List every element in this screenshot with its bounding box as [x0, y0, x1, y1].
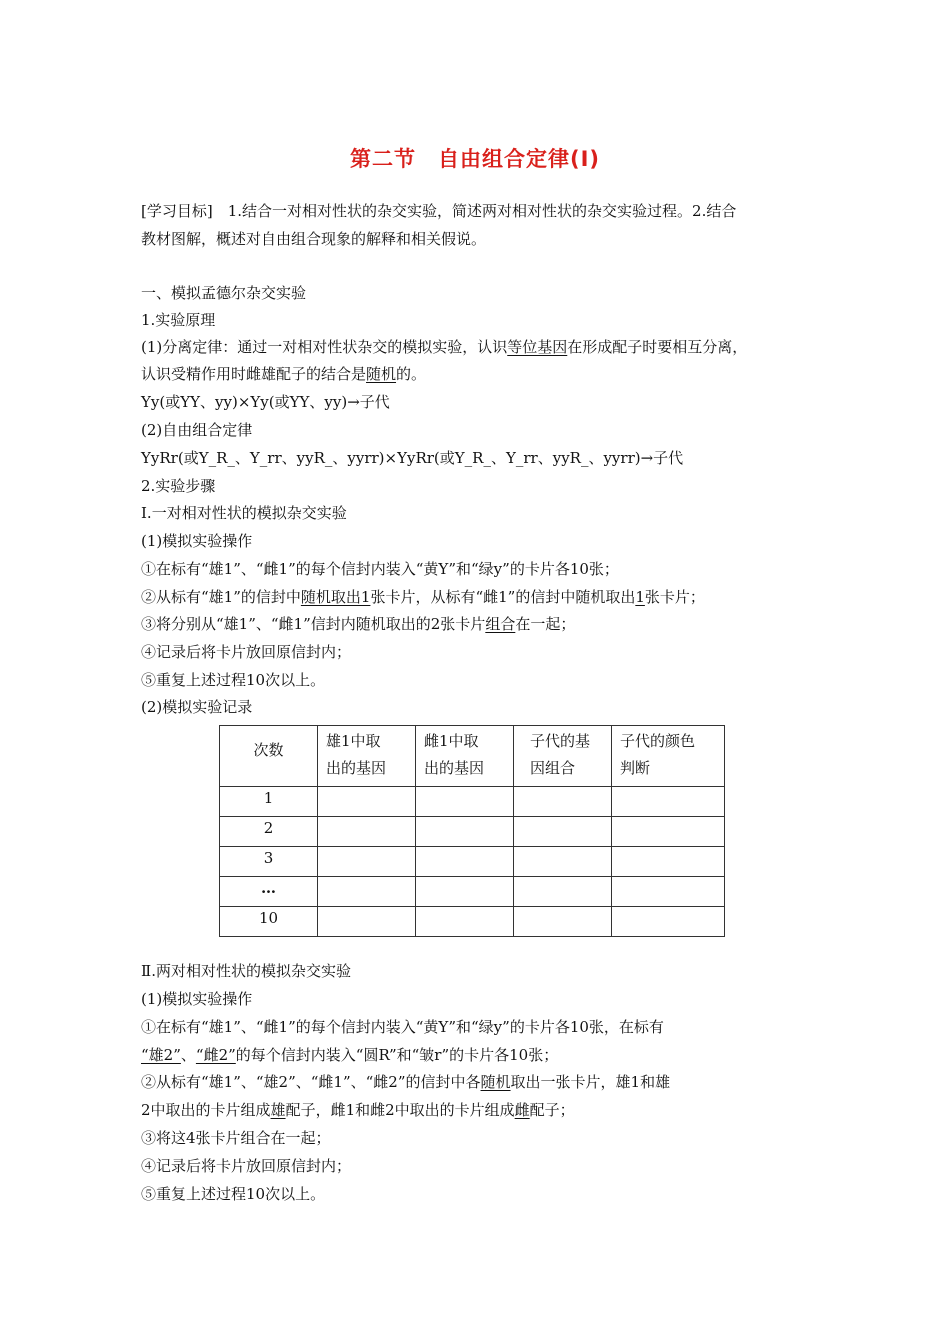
header-text: 雄1中取	[326, 732, 381, 750]
step-4: ④记录后将卡片放回原信封内；	[141, 643, 352, 661]
table-cell	[318, 907, 416, 937]
answer-blank: 随机	[480, 1073, 511, 1091]
text-run: 取出一张卡片，雄1和雄	[510, 1073, 671, 1091]
step-2-4: ④记录后将卡片放回原信封内；	[141, 1157, 352, 1175]
operation-heading-1: (1)模拟实验操作	[141, 532, 253, 550]
table-cell	[318, 847, 416, 877]
row-number-cell	[220, 877, 318, 907]
table-cell	[318, 817, 416, 847]
row-number-cell	[220, 907, 318, 937]
operation-heading-2: (1)模拟实验操作	[141, 990, 253, 1008]
record-heading: (2)模拟实验记录	[141, 698, 253, 716]
text-run: ③将分别从“雄1”、“雌1”信封内随机取出的2张卡片	[141, 615, 486, 633]
table-cell	[612, 817, 725, 847]
header-text: 子代的基	[530, 732, 591, 750]
step-2-1-cont	[141, 1045, 558, 1065]
table-row	[220, 907, 725, 937]
table-cell	[612, 907, 725, 937]
step-2-5: ⑤重复上述过程10次以上。	[141, 1185, 326, 1203]
row-number: 2	[263, 819, 274, 837]
table-cell	[416, 787, 514, 817]
answer-blank: 雌	[514, 1101, 530, 1119]
row-number-cell	[220, 817, 318, 847]
page-title: 第二节 自由组合定律(Ⅰ)	[349, 147, 600, 171]
table-cell	[416, 817, 514, 847]
part-1-heading: Ⅰ.一对相对性状的模拟杂交实验	[141, 504, 347, 522]
table-cell	[514, 907, 612, 937]
text-run: 张卡片；	[644, 588, 705, 606]
header-text: 判断	[620, 759, 651, 777]
table-cell	[612, 847, 725, 877]
step-2-1: ①在标有“雄1”、“雌1”的每个信封内装入“黄Y”和“绿y”的卡片各10张，在标有	[141, 1018, 664, 1036]
table-row	[220, 787, 725, 817]
answer-blank: 随机	[366, 365, 397, 383]
table-cell	[416, 877, 514, 907]
header-cell	[318, 726, 416, 787]
text-run: ②从标有“雄1”的信封中	[141, 588, 301, 606]
table-cell	[514, 817, 612, 847]
header-text: 出的基因	[424, 759, 485, 777]
row-number: 3	[263, 849, 274, 867]
table-cell	[318, 877, 416, 907]
table-cell	[612, 877, 725, 907]
table-row	[220, 817, 725, 847]
header-cell	[220, 726, 318, 787]
step-5: ⑤重复上述过程10次以上。	[141, 671, 326, 689]
cross-formula-2: YyRr(或Y_R_、Y_rr、yyR_、yyrr)×YyRr(或Y_R_、Y_rr、yyR_、yyrr)→子代	[141, 449, 684, 467]
step-2-2-cont	[141, 1100, 575, 1120]
header-cell	[612, 726, 725, 787]
table-cell	[514, 877, 612, 907]
text-run: 认识受精作用时雌雄配子的结合是	[141, 365, 367, 383]
principle-paragraph-2: (2)自由组合定律	[141, 421, 253, 439]
row-number-cell	[220, 787, 318, 817]
header-cell	[514, 726, 612, 787]
objectives-line-2: 教材图解，概述对自由组合现象的解释和相关假说。	[141, 230, 487, 248]
header-cell	[416, 726, 514, 787]
answer-blank: 雄	[270, 1101, 286, 1119]
section-heading-1: 一、模拟孟德尔杂交实验	[141, 284, 307, 302]
text-run: (1)分离定律：通过一对相对性状杂交的模拟实验，认识	[141, 338, 508, 356]
table-cell	[416, 907, 514, 937]
row-number: 1	[263, 789, 274, 807]
text-run: 在一起；	[515, 615, 576, 633]
table-cell	[514, 787, 612, 817]
objectives-line-1: [学习目标] 1.结合一对相对性状的杂交实验，简述两对相对性状的杂交实验过程。2.结合	[141, 202, 737, 220]
record-table	[219, 725, 725, 937]
row-number: 10	[258, 909, 279, 927]
step-2	[141, 587, 705, 607]
header-text: 子代的颜色	[620, 732, 696, 750]
row-number: …	[261, 879, 276, 897]
row-number-cell	[220, 847, 318, 877]
text-run: 配子；	[529, 1101, 575, 1119]
cross-formula-1: Yy(或YY、yy)×Yy(或YY、yy)→子代	[141, 393, 390, 411]
table-header-row	[220, 726, 725, 787]
text-run: 的。	[396, 365, 427, 383]
text-run: 配子，雌1和雌2中取出的卡片组成	[285, 1101, 515, 1119]
step-2-3: ③将这4张卡片组合在一起；	[141, 1129, 331, 1147]
table-row	[220, 877, 725, 907]
answer-blank: “雄2”	[141, 1046, 181, 1064]
answer-blank: 随机取出1	[300, 588, 371, 606]
text-run: 的每个信封内装入“圆R”和“皱r”的卡片各10张；	[235, 1046, 559, 1064]
principle-paragraph-1	[141, 337, 747, 357]
text-run: 在形成配子时要相互分离，	[567, 338, 748, 356]
answer-blank: 等位基因	[507, 338, 568, 356]
answer-blank: “雌2”	[195, 1046, 236, 1064]
part-2-heading: Ⅱ.两对相对性状的模拟杂交实验	[141, 962, 351, 980]
principle-paragraph-1-cont	[141, 364, 426, 384]
table-cell	[416, 847, 514, 877]
text-run: 、	[180, 1046, 196, 1064]
step-2-2	[141, 1072, 670, 1092]
header-text: 次数	[253, 741, 284, 759]
answer-blank: 1	[635, 588, 645, 606]
table-row	[220, 847, 725, 877]
table-cell	[318, 787, 416, 817]
table-cell	[514, 847, 612, 877]
text-run: 2中取出的卡片组成	[141, 1101, 271, 1119]
answer-blank: 组合	[485, 615, 516, 633]
header-text: 因组合	[530, 759, 576, 777]
table-cell	[612, 787, 725, 817]
text-run: 张卡片，从标有“雌1”的信封中随机取出	[370, 588, 636, 606]
step-3	[141, 614, 575, 634]
header-text: 雌1中取	[424, 732, 479, 750]
step-1: ①在标有“雄1”、“雌1”的每个信封内装入“黄Y”和“绿y”的卡片各10张；	[141, 560, 619, 578]
principle-heading: 1.实验原理	[141, 311, 216, 329]
text-run: ②从标有“雄1”、“雄2”、“雌1”、“雌2”的信封中各	[141, 1073, 481, 1091]
steps-heading: 2.实验步骤	[141, 477, 216, 495]
header-text: 出的基因	[326, 759, 387, 777]
